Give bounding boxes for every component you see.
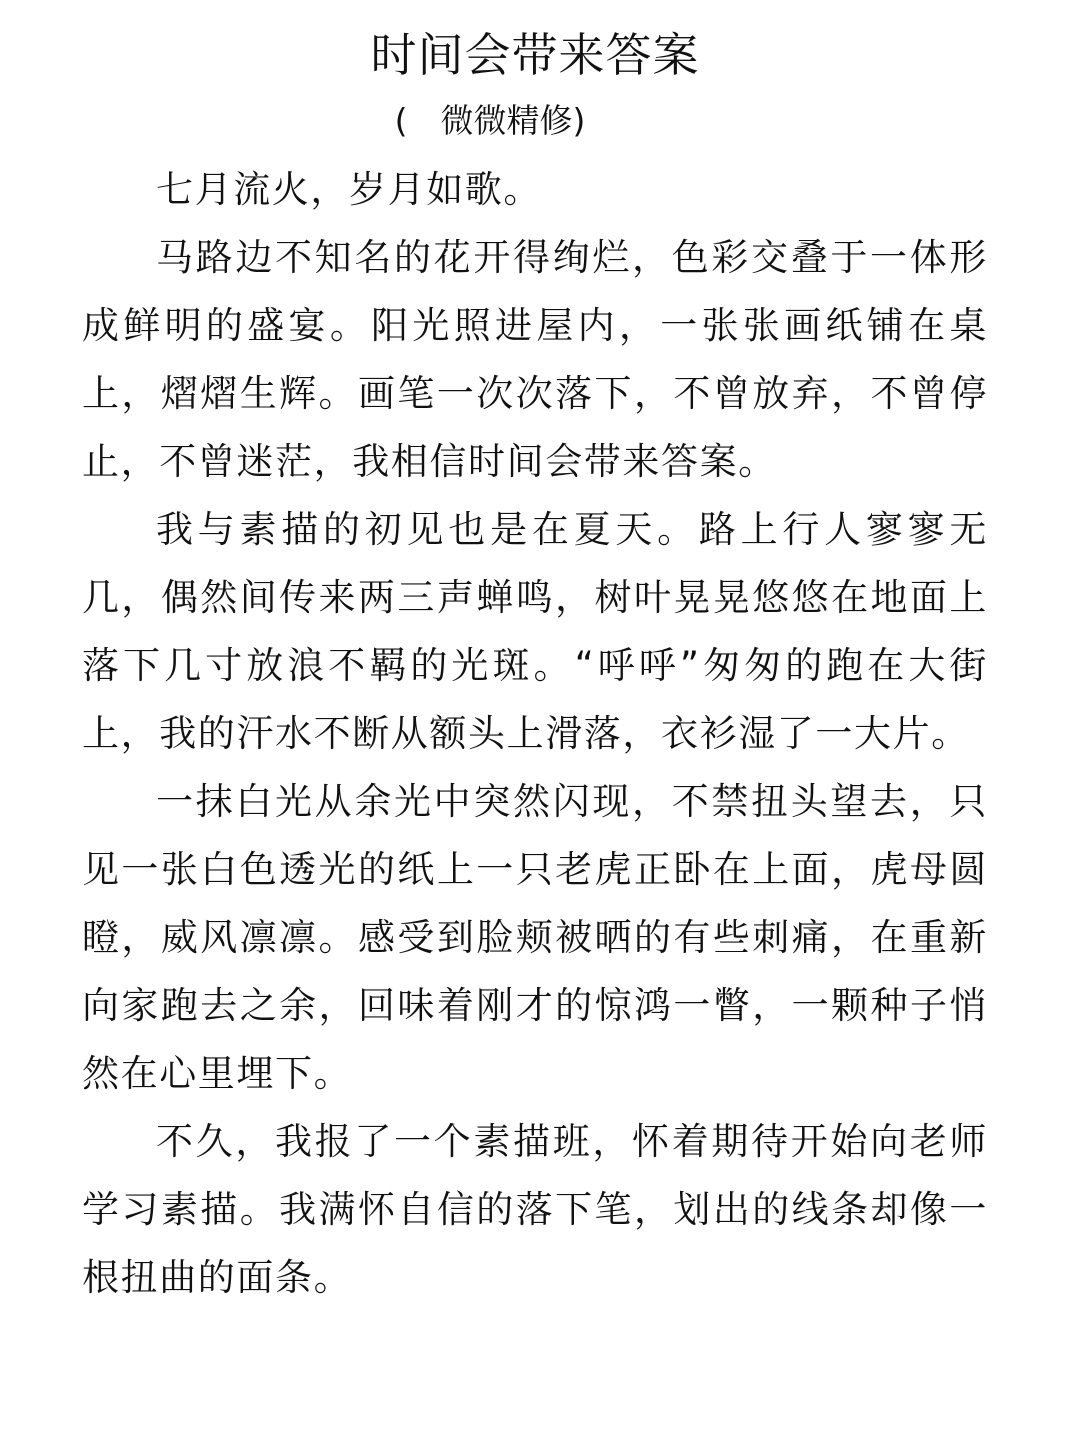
essay-subtitle: ( 微微精修): [394, 101, 586, 140]
essay-body: [82, 156, 988, 1312]
paragraph: 七月流火，岁月如歌。: [156, 168, 542, 211]
paragraph: 马路边不知名的花开得绚烂，色彩交叠于一体形成鲜明的盛宴。阳光照进屋内，一张张画纸铺在桌上，熠熠生辉。画笔一次次落下，不曾放弃，不曾停止，不曾迷茫，我相信时间会带来答案。: [82, 236, 988, 483]
paragraph: 不久，我报了一个素描班，怀着期待开始向老师学习素描。我满怀自信的落下笔，划出的线条却像一根扭曲的面条。: [82, 1120, 988, 1299]
paragraph: 一抹白光从余光中突然闪现，不禁扭头望去，只见一张白色透光的纸上一只老虎正卧在上面，虎母圆瞪，威风凛凛。感受到脸颊被晒的有些刺痛，在重新向家跑去之余，回味着刚才的惊鸿一瞥，一颗种子悄然在心里埋下。: [82, 780, 988, 1095]
paragraph: 我与素描的初见也是在夏天。路上行人寥寥无几，偶然间传来两三声蝉鸣，树叶晃晃悠悠在地面上落下几寸放浪不羁的光斑。“呼呼”匆匆的跑在大街上，我的汗水不断从额头上滑落，衣衫湿了一大片。: [82, 508, 988, 755]
essay-title: 时间会带来答案: [370, 28, 700, 82]
